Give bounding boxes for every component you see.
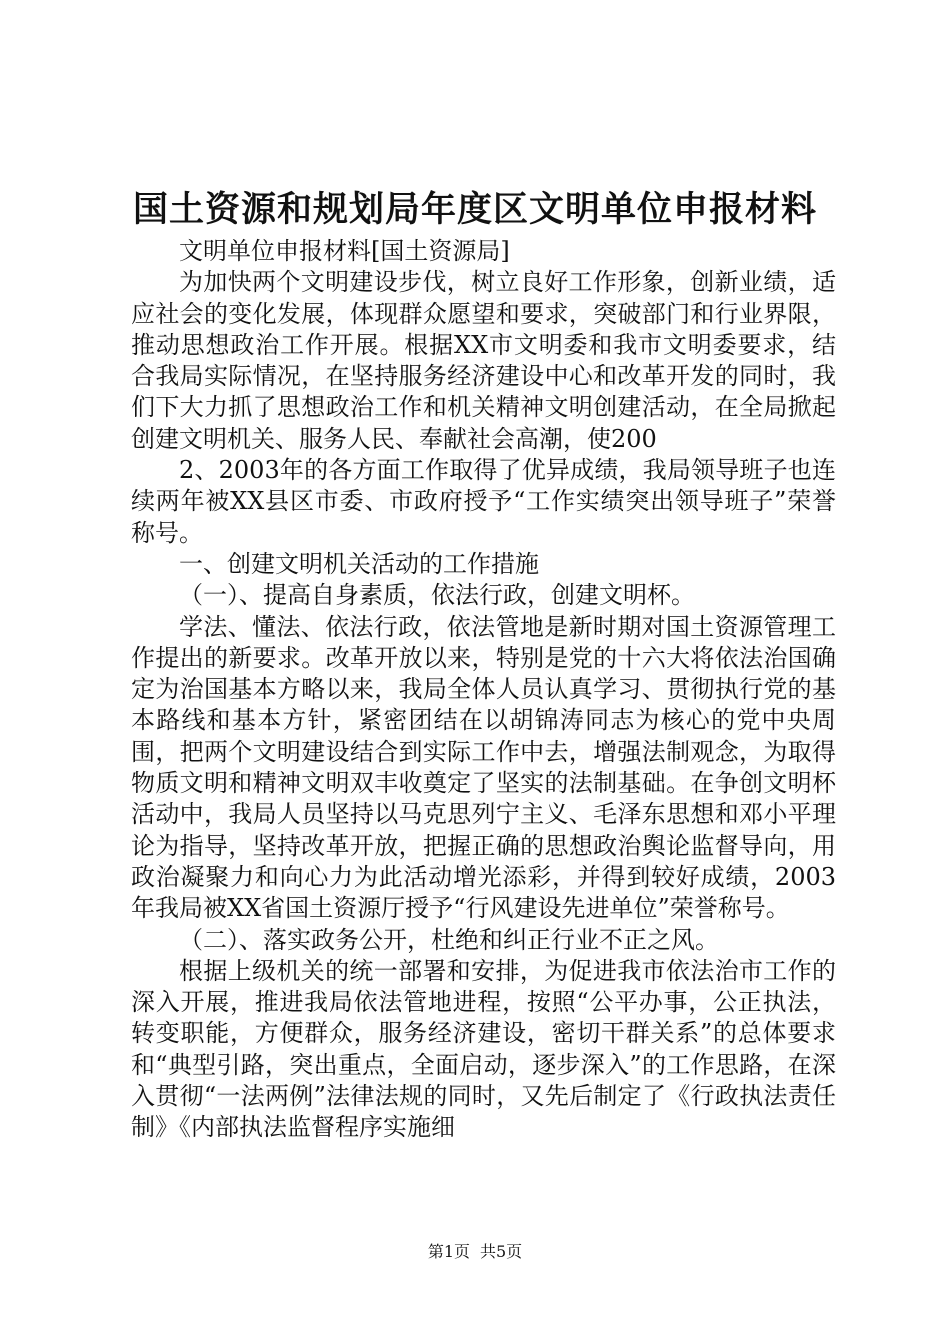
page-footer xyxy=(0,1241,950,1263)
paragraph: 学法、懂法、依法行政，依法管地是新时期对国土资源管理工作提出的新要求。改革开放以来，特别是党的十六大将依法治国确定为治国基本方略以来，我局全体人员认真学习、贯彻执行党的基本路线和基本方针，紧密团结在以胡锦涛同志为核心的党中央周围，把两个文明建设结合到实际工作中去，增强法制观念，为取得物质文明和精神文明双丰收奠定了坚实的法制基础。在争创文明杯活动中，我局人员坚持以马克思列宁主义、毛泽东思想和邓小平理论为指导，坚持改革开放，把握正确的思想政治舆论监督导向，用政治凝聚力和向心力为此活动增光添彩，并得到较好成绩，2003年我局被XX省国土资源厅授予“行风建设先进单位”荣誉称号。 xyxy=(131,612,836,923)
paragraph-subtitle: 文明单位申报材料[国土资源局] xyxy=(179,237,510,265)
document-body xyxy=(131,236,836,1144)
page-number: 第1页 xyxy=(427,1242,470,1261)
paragraph: 根据上级机关的统一部署和安排，为促进我市依法治市工作的深入开展，推进我局依法管地进程，按照“公平办事，公正执法，转变职能，方便群众，服务经济建设，密切干群关系”的总体要求和“典型引路，突出重点，全面启动，逐步深入”的工作思路，在深入贯彻“一法两例”法律法规的同时，又先后制定了《行政执法责任制》《内部执法监督程序实施细 xyxy=(131,956,836,1142)
paragraph: 为加快两个文明建设步伐，树立良好工作形象，创新业绩，适应社会的变化发展，体现群众愿望和要求，突破部门和行业界限，推动思想政治工作开展。根据XX市文明委和我市文明委要求，结合我局实际情况，在坚持服务经济建设中心和改革开发的同时，我们下大力抓了思想政治工作和机关精神文明创建活动，在全局掀起创建文明机关、服务人民、奉献社会高潮，使200 xyxy=(131,268,836,453)
document-title: 国土资源和规划局年度区文明单位申报材料 xyxy=(132,189,817,230)
page-total: 共5页 xyxy=(480,1242,523,1261)
subsection-heading: （二）、落实政务公开，杜绝和纠正行业不正之风。 xyxy=(179,925,719,954)
subsection-heading: （一）、提高自身素质，依法行政，创建文明杯。 xyxy=(179,581,695,610)
paragraph: 2、2003年的各方面工作取得了优异成绩，我局领导班子也连续两年被XX县区市委、市政府授予“工作实绩突出领导班子”荣誉称号。 xyxy=(131,456,836,547)
section-heading: 一、创建文明机关活动的工作措施 xyxy=(179,549,539,578)
